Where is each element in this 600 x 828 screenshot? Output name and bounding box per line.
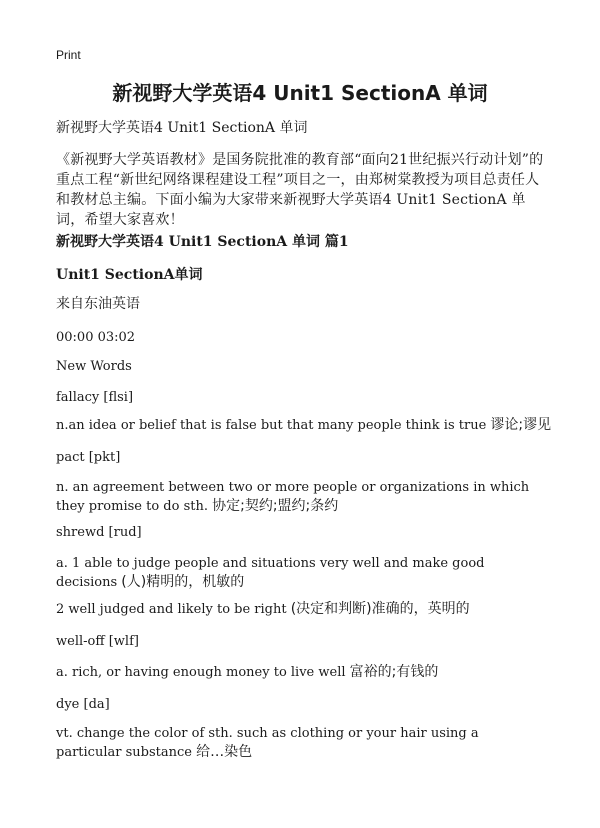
definition-en: a. 1 able to judge people and situations very well and make good decisions xyxy=(56,556,485,590)
word-headword: shrewd [rud] xyxy=(56,525,142,540)
new-words-label: New Words xyxy=(56,359,132,374)
definition-zh: 给…染色 xyxy=(196,744,253,760)
word-definition-2 xyxy=(56,600,560,619)
intro-paragraph: 《新视野大学英语教材》是国务院批准的教育部“面向21世纪振兴行动计划”的重点工程“新世纪网络课程建设工程”项目之一，由郑树棠教授为项目总责任人和教材总主编。下面小编为大家带来新视野大学英语4 Unit1 SectionA 单词，希望大家喜欢！ xyxy=(56,152,544,228)
word-headword: well-off [wlf] xyxy=(56,634,139,649)
definition-zh: 协定;契约;盟约;条约 xyxy=(212,498,339,514)
word-definition xyxy=(56,416,560,435)
page-title: 新视野大学英语4 Unit1 SectionA 单词 xyxy=(112,81,488,105)
word-definition xyxy=(56,554,546,592)
subtitle: 新视野大学英语4 Unit1 SectionA 单词 xyxy=(56,120,308,136)
word-headword: dye [da] xyxy=(56,697,110,712)
definition-en: 2 well judged and likely to be right xyxy=(56,602,291,617)
definition-zh: (人)精明的，机敏的 xyxy=(121,574,245,590)
audio-time: 00:00 03:02 xyxy=(56,330,136,345)
definition-en: n. an agreement between two or more people or organizations in which they promise to do sth. xyxy=(56,480,530,514)
unit-heading: Unit1 SectionA单词 xyxy=(56,267,203,283)
section-heading: 新视野大学英语4 Unit1 SectionA 单词 篇1 xyxy=(56,234,349,250)
definition-en: a. rich, or having enough money to live well xyxy=(56,665,350,680)
definition-zh: (决定和判断)准确的，英明的 xyxy=(290,601,470,617)
source-label: 来自东油英语 xyxy=(56,296,140,312)
word-definition xyxy=(56,663,560,682)
definition-zh: 富裕的;有钱的 xyxy=(349,664,439,680)
word-headword: pact [pkt] xyxy=(56,450,121,465)
definition-en: vt. change the color of sth. such as clothing or your hair using a particular substance xyxy=(56,726,479,760)
word-definition xyxy=(56,478,546,516)
definition-en: n.an idea or belief that is false but that many people think is true xyxy=(56,418,491,433)
definition-zh: 谬论;谬见 xyxy=(490,417,552,433)
word-headword: fallacy [flsi] xyxy=(56,390,134,405)
word-definition xyxy=(56,724,546,762)
print-link[interactable]: Print xyxy=(56,48,81,62)
